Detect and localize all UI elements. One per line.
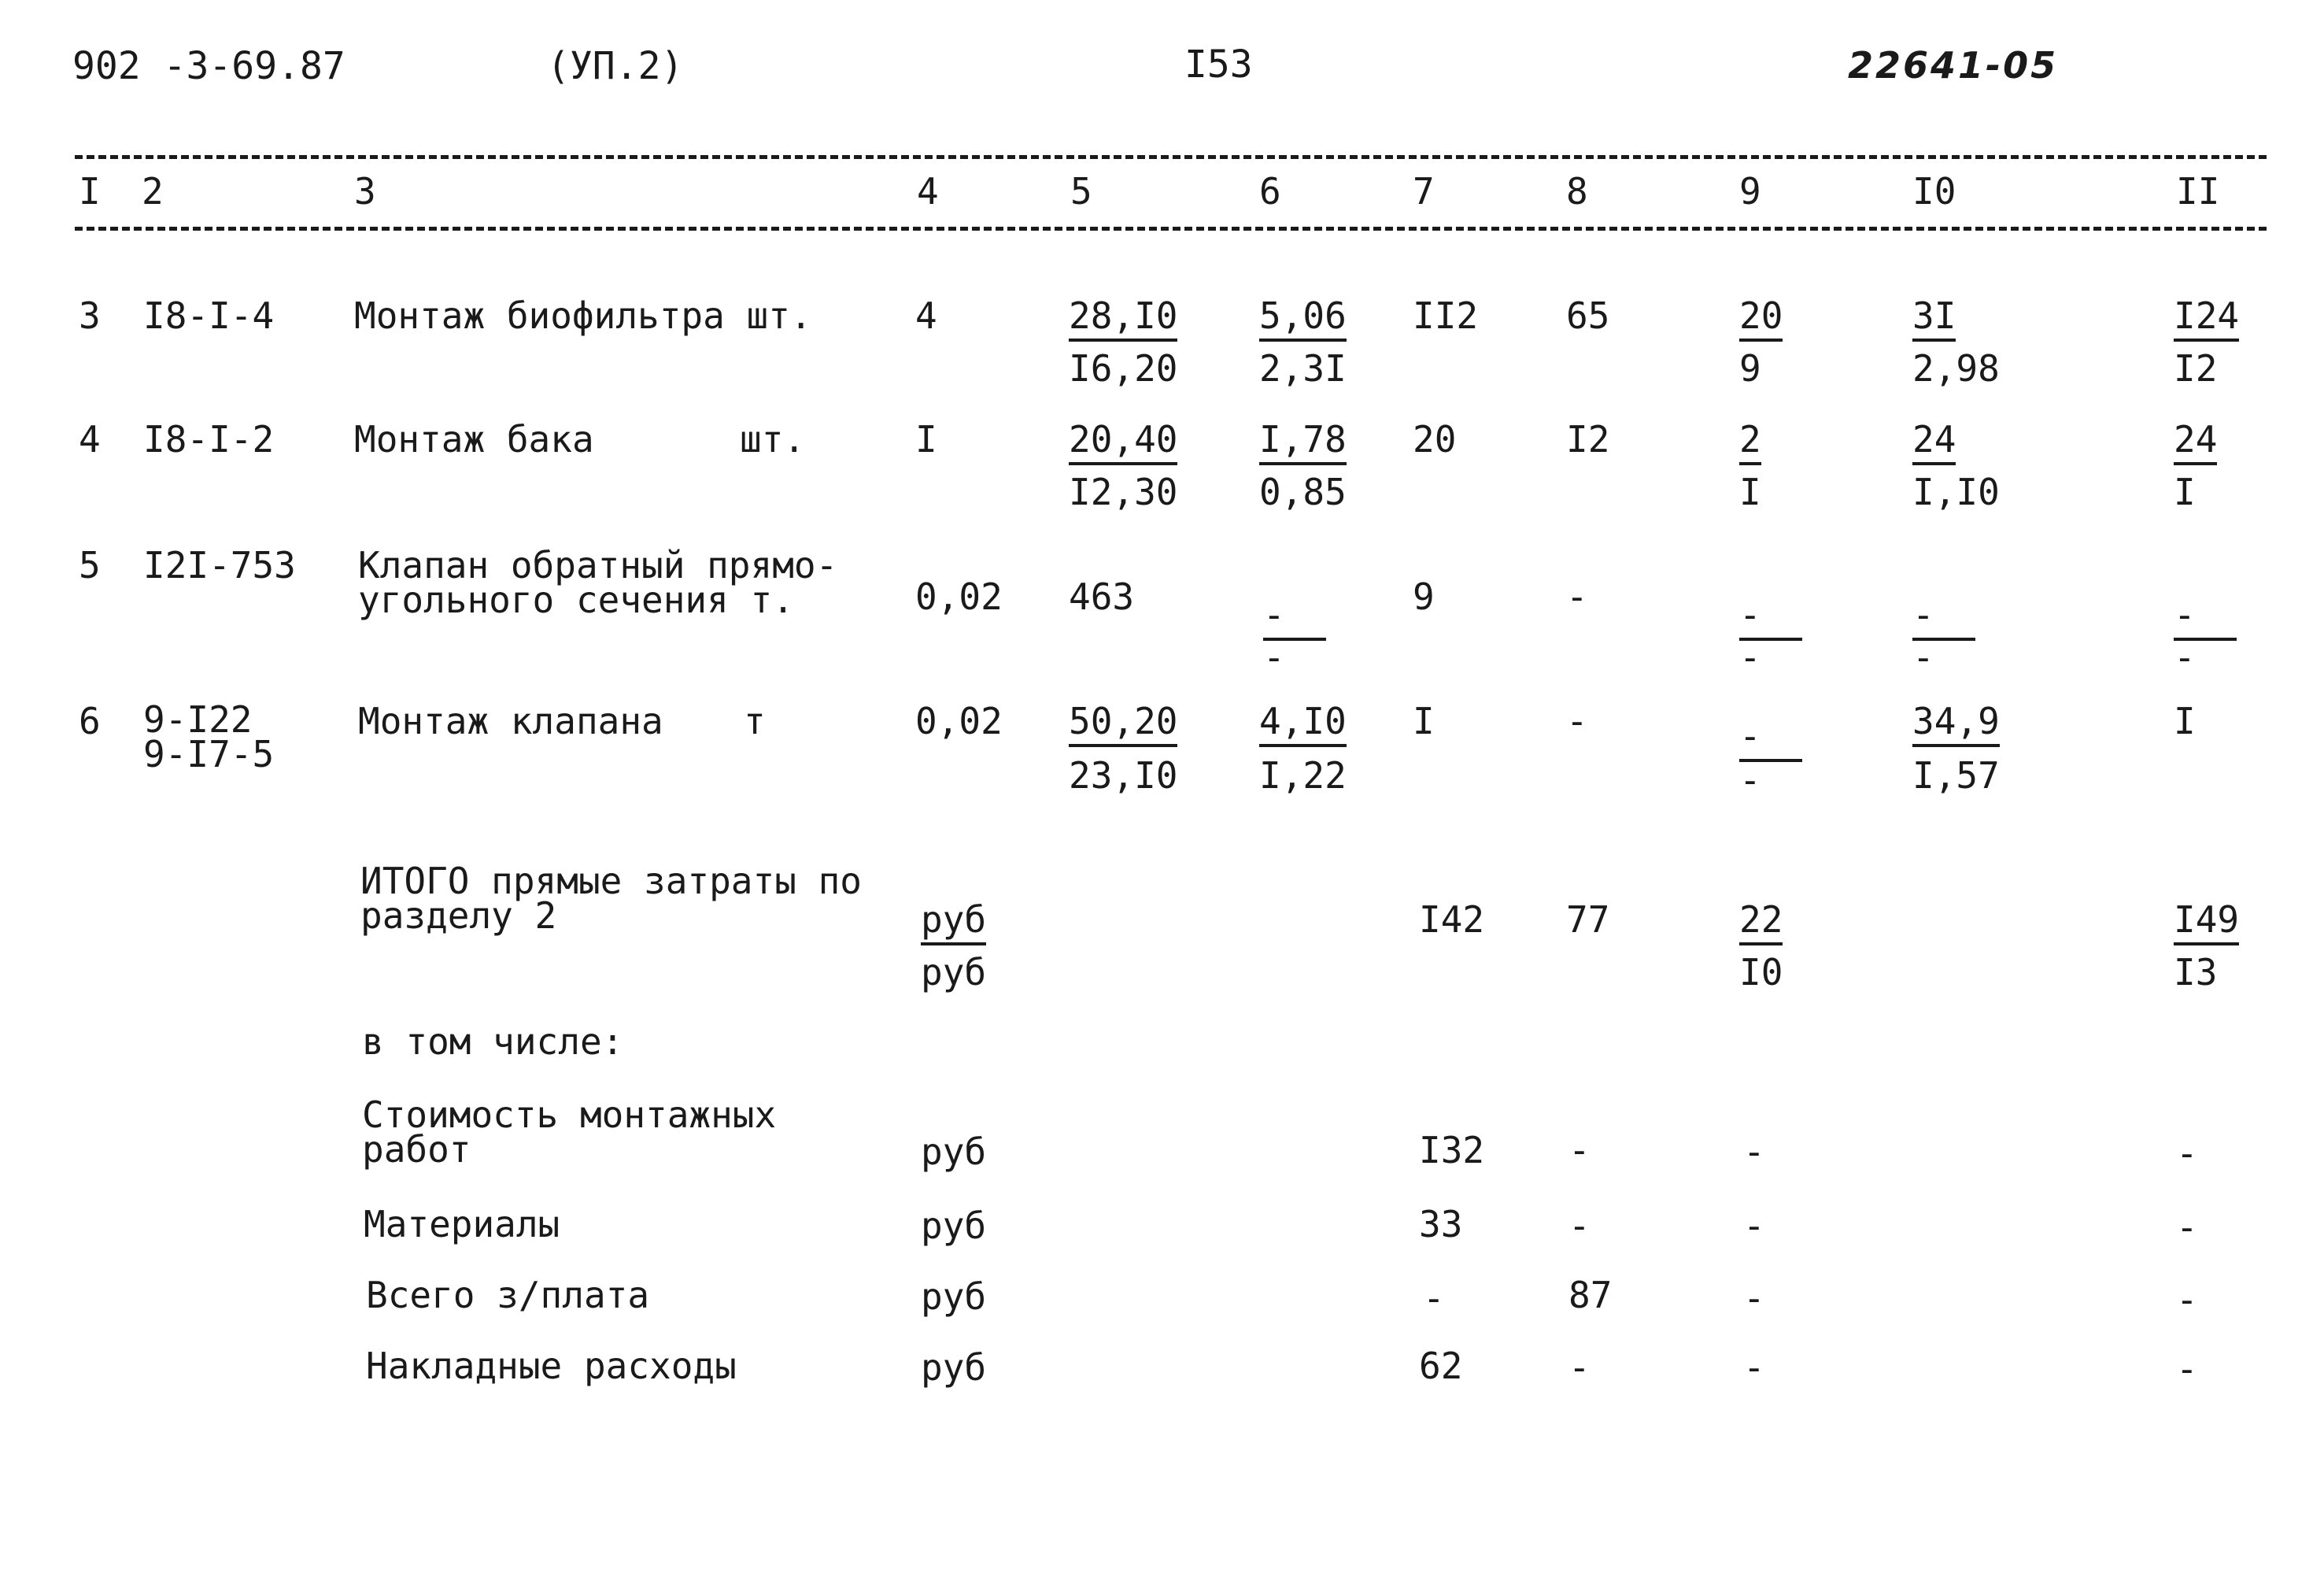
breakdown-label: Всего з/плата [366, 1274, 650, 1316]
breakdown-col8: - [1568, 1129, 1591, 1171]
col8: 65 [1566, 294, 1610, 337]
col6-bottom: 0,85 [1259, 471, 1347, 513]
measure-unit: шт. [740, 418, 806, 461]
table-top-rule [75, 155, 2267, 159]
col6-top: - [1263, 597, 1326, 641]
breakdown-col11: - [2176, 1278, 2198, 1321]
col9-bottom: 9 [1739, 347, 1761, 390]
breakdown-col7: 33 [1419, 1203, 1463, 1245]
breakdown-col7: I32 [1419, 1129, 1485, 1171]
col11-bottom: I2 [2174, 347, 2218, 390]
unit-cost-bottom: I2,30 [1069, 471, 1178, 513]
totals-col8: 77 [1566, 898, 1610, 941]
totals-unit-bottom: руб [921, 951, 987, 994]
totals-col11-top: I49 [2174, 901, 2239, 945]
measure-unit: т [744, 700, 766, 742]
col9-bottom: - [1739, 636, 1761, 679]
col8: - [1566, 700, 1588, 742]
col10-top: 3I [1912, 298, 1956, 342]
breakdown-label: Стоимость монтажных работ [362, 1093, 777, 1171]
col10-top: 24 [1912, 421, 1956, 465]
column-header: 4 [917, 170, 939, 213]
unit-cost: 463 [1069, 575, 1135, 618]
col6-top: 5,06 [1259, 298, 1347, 342]
col7: 9 [1413, 575, 1435, 618]
col11-top: - [2174, 597, 2237, 641]
column-header: 6 [1259, 170, 1281, 213]
quantity: I [915, 418, 937, 461]
col11: I [2174, 700, 2196, 742]
column-header: II [2176, 170, 2220, 213]
breakdown-col7: - [1423, 1277, 1445, 1319]
row-number: 3 [79, 294, 101, 337]
col11-top: 24 [2174, 421, 2217, 465]
breakdown-label: Накладные расходы [366, 1345, 737, 1387]
totals-label: ИТОГО прямые затраты по разделу 2 [360, 860, 862, 937]
col9-bottom: - [1739, 759, 1761, 801]
quantity: 0,02 [915, 575, 1003, 618]
breakdown-unit: руб [921, 1204, 987, 1247]
quantity: 4 [915, 294, 937, 337]
col9-bottom: I [1739, 471, 1761, 513]
breakdown-col11: - [2176, 1132, 2198, 1175]
breakdown-col8: - [1568, 1346, 1591, 1389]
col9-top: - [1739, 597, 1802, 641]
breakdown-col8: 87 [1568, 1274, 1613, 1316]
unit-cost-bottom: I6,20 [1069, 347, 1178, 390]
work-name: Монтаж клапана [358, 700, 663, 742]
col7: II2 [1413, 294, 1479, 337]
rate-code: I8-I-4 [143, 294, 275, 337]
breakdown-col11: - [2176, 1206, 2198, 1249]
quantity: 0,02 [915, 700, 1003, 742]
work-name: Клапан обратный прямо- угольного сечения т. [358, 544, 838, 621]
unit-cost-top: 50,20 [1069, 703, 1177, 747]
col6-bottom: 2,3I [1259, 347, 1347, 390]
breakdown-col9: - [1743, 1204, 1765, 1247]
breakdown-col9: - [1743, 1277, 1765, 1319]
col11-bottom: I [2174, 471, 2196, 513]
rate-code: I2I-753 [143, 544, 296, 586]
work-name: Монтаж бака [354, 418, 594, 461]
column-header: 9 [1739, 170, 1761, 213]
column-header: 7 [1413, 170, 1435, 213]
column-header: I [79, 170, 101, 213]
col6-top: I,78 [1259, 421, 1347, 465]
breakdown-col11: - [2176, 1348, 2198, 1390]
column-header: 8 [1566, 170, 1588, 213]
col10-top: 34,9 [1912, 703, 2000, 747]
column-header: I0 [1912, 170, 1956, 213]
work-name: Монтаж биофильтра шт. [354, 294, 812, 337]
column-header: 5 [1070, 170, 1092, 213]
col6-bottom: - [1263, 636, 1285, 679]
col9-top: 2 [1739, 421, 1761, 465]
row-number: 5 [79, 544, 101, 586]
breakdown-label: Материалы [364, 1203, 560, 1245]
rate-code: I8-I-2 [143, 418, 275, 461]
totals-unit-top: руб [921, 901, 986, 945]
breakdown-col9: - [1743, 1346, 1765, 1389]
table-header-rule [75, 227, 2267, 231]
breakdown-col8: - [1568, 1204, 1591, 1247]
page-number: I53 [1184, 43, 1253, 87]
col10-bottom: 2,98 [1912, 347, 2000, 390]
breakdown-unit: руб [921, 1275, 987, 1318]
col7: I [1413, 700, 1435, 742]
unit-cost-top: 28,I0 [1069, 298, 1177, 342]
col7: 20 [1413, 418, 1457, 461]
row-number: 4 [79, 418, 101, 461]
totals-col9-top: 22 [1739, 901, 1783, 945]
including-label: в том числе: [362, 1020, 624, 1063]
document-code: 902 -3-69.87 [72, 44, 345, 88]
col6-top: 4,I0 [1259, 703, 1347, 747]
breakdown-unit: руб [921, 1346, 987, 1389]
column-header: 3 [354, 170, 376, 213]
col8: - [1566, 575, 1588, 618]
col9-top: 20 [1739, 298, 1783, 342]
album-number: (УП.2) [547, 44, 684, 88]
breakdown-unit: руб [921, 1130, 987, 1173]
col8: I2 [1566, 418, 1610, 461]
col10-top: - [1912, 597, 1975, 641]
col10-bottom: I,I0 [1912, 471, 2000, 513]
col10-bottom: I,57 [1912, 754, 2000, 797]
row-number: 6 [79, 700, 101, 742]
rate-code: 9-I22 9-I7-5 [143, 698, 275, 775]
col11-top: I24 [2174, 298, 2239, 342]
breakdown-col7: 62 [1419, 1345, 1463, 1387]
col6-bottom: I,22 [1259, 754, 1347, 797]
inventory-stamp: 22641-05 [1848, 44, 2059, 87]
totals-col9-bottom: I0 [1739, 951, 1783, 994]
totals-col7: I42 [1419, 898, 1485, 941]
unit-cost-bottom: 23,I0 [1069, 754, 1178, 797]
col11-bottom: - [2174, 636, 2196, 679]
col10-bottom: - [1912, 636, 1934, 679]
breakdown-col9: - [1743, 1130, 1765, 1173]
col9-top: - [1739, 718, 1802, 762]
column-header: 2 [142, 170, 164, 213]
unit-cost-top: 20,40 [1069, 421, 1177, 465]
totals-col11-bottom: I3 [2174, 951, 2218, 994]
